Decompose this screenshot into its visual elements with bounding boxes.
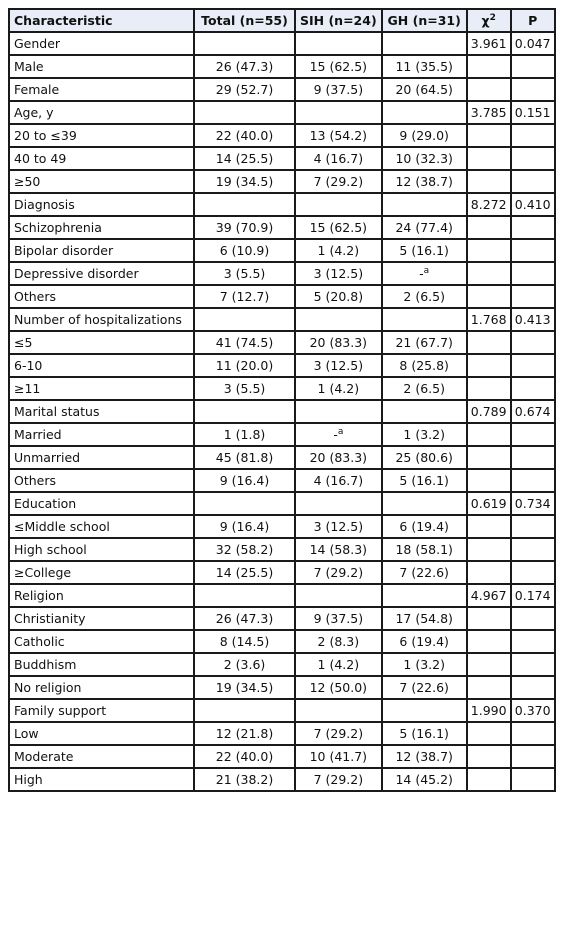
cell-total: 7 (12.7) xyxy=(194,285,295,308)
cell-chi-square: 8.272 xyxy=(467,193,511,216)
cell-total: 14 (25.5) xyxy=(194,561,295,584)
cell-total: 32 (58.2) xyxy=(194,538,295,561)
cell-sih: 3 (12.5) xyxy=(295,515,382,538)
table-row xyxy=(9,745,555,768)
cell-sih: 3 (12.5) xyxy=(295,354,382,377)
cell-chi-square: 0.619 xyxy=(467,492,511,515)
cell-characteristic: Education xyxy=(9,492,194,515)
header-characteristic: Characteristic xyxy=(9,9,194,32)
cell-sih: 5 (20.8) xyxy=(295,285,382,308)
cell-sih xyxy=(295,400,382,423)
cell-chi-square: 1.768 xyxy=(467,308,511,331)
cell-chi-square xyxy=(467,285,511,308)
table-row xyxy=(9,446,555,469)
cell-p-value xyxy=(511,78,555,101)
table-row xyxy=(9,78,555,101)
cell-gh: 5 (16.1) xyxy=(382,722,467,745)
cell-gh: 20 (64.5) xyxy=(382,78,467,101)
cell-total xyxy=(194,101,295,124)
cell-characteristic: Diagnosis xyxy=(9,193,194,216)
cell-gh: 5 (16.1) xyxy=(382,469,467,492)
cell-chi-square xyxy=(467,607,511,630)
cell-p-value xyxy=(511,446,555,469)
cell-total: 9 (16.4) xyxy=(194,515,295,538)
table-row xyxy=(9,607,555,630)
cell-total: 41 (74.5) xyxy=(194,331,295,354)
cell-gh: 2 (6.5) xyxy=(382,377,467,400)
cell-characteristic: Married xyxy=(9,423,194,446)
cell-total xyxy=(194,584,295,607)
table-row xyxy=(9,423,555,446)
cell-gh: 24 (77.4) xyxy=(382,216,467,239)
table-body xyxy=(9,32,555,791)
cell-sih: 7 (29.2) xyxy=(295,722,382,745)
cell-sih: 20 (83.3) xyxy=(295,446,382,469)
cell-chi-square xyxy=(467,561,511,584)
cell-sih xyxy=(295,193,382,216)
cell-p-value xyxy=(511,515,555,538)
cell-total: 3 (5.5) xyxy=(194,262,295,285)
cell-total: 22 (40.0) xyxy=(194,745,295,768)
cell-sih: 13 (54.2) xyxy=(295,124,382,147)
cell-characteristic: Family support xyxy=(9,699,194,722)
header-chi-square xyxy=(467,9,511,32)
cell-characteristic: ≥50 xyxy=(9,170,194,193)
cell-gh: 8 (25.8) xyxy=(382,354,467,377)
cell-p-value: 0.370 xyxy=(511,699,555,722)
cell-chi-square: 0.789 xyxy=(467,400,511,423)
cell-chi-square xyxy=(467,745,511,768)
cell-characteristic: Female xyxy=(9,78,194,101)
cell-characteristic: Buddhism xyxy=(9,653,194,676)
cell-characteristic: Gender xyxy=(9,32,194,55)
cell-chi-square xyxy=(467,55,511,78)
cell-total: 21 (38.2) xyxy=(194,768,295,791)
cell-total: 1 (1.8) xyxy=(194,423,295,446)
cell-p-value xyxy=(511,630,555,653)
table-row xyxy=(9,147,555,170)
table-row xyxy=(9,653,555,676)
cell-characteristic: Marital status xyxy=(9,400,194,423)
footnote-marker: a xyxy=(423,265,430,276)
cell-p-value xyxy=(511,124,555,147)
table-row xyxy=(9,193,555,216)
table-row xyxy=(9,216,555,239)
cell-characteristic: No religion xyxy=(9,676,194,699)
cell-gh: 21 (67.7) xyxy=(382,331,467,354)
cell-total: 9 (16.4) xyxy=(194,469,295,492)
cell-characteristic: Others xyxy=(9,285,194,308)
cell-sih: 4 (16.7) xyxy=(295,147,382,170)
cell-p-value xyxy=(511,285,555,308)
cell-p-value: 0.413 xyxy=(511,308,555,331)
cell-characteristic: High xyxy=(9,768,194,791)
cell-p-value xyxy=(511,561,555,584)
cell-chi-square xyxy=(467,331,511,354)
cell-p-value xyxy=(511,239,555,262)
cell-sih: 1 (4.2) xyxy=(295,377,382,400)
cell-sih xyxy=(295,699,382,722)
table-row xyxy=(9,124,555,147)
cell-sih: 12 (50.0) xyxy=(295,676,382,699)
cell-characteristic: ≤Middle school xyxy=(9,515,194,538)
table-row xyxy=(9,400,555,423)
cell-chi-square: 3.785 xyxy=(467,101,511,124)
cell-p-value xyxy=(511,676,555,699)
table-row xyxy=(9,170,555,193)
cell-characteristic: Age, y xyxy=(9,101,194,124)
table-row xyxy=(9,722,555,745)
cell-chi-square xyxy=(467,630,511,653)
cell-chi-square xyxy=(467,78,511,101)
cell-gh: 11 (35.5) xyxy=(382,55,467,78)
header-sih: SIH (n=24) xyxy=(295,9,382,32)
cell-characteristic: Schizophrenia xyxy=(9,216,194,239)
cell-characteristic: 40 to 49 xyxy=(9,147,194,170)
cell-total: 26 (47.3) xyxy=(194,55,295,78)
chi-symbol: χ xyxy=(481,13,490,28)
cell-sih: 1 (4.2) xyxy=(295,653,382,676)
cell-chi-square xyxy=(467,768,511,791)
cell-characteristic: Male xyxy=(9,55,194,78)
cell-total: 11 (20.0) xyxy=(194,354,295,377)
cell-sih: 15 (62.5) xyxy=(295,216,382,239)
cell-total: 45 (81.8) xyxy=(194,446,295,469)
cell-total: 39 (70.9) xyxy=(194,216,295,239)
cell-p-value xyxy=(511,262,555,285)
cell-sih: 10 (41.7) xyxy=(295,745,382,768)
cell-p-value xyxy=(511,331,555,354)
cell-total: 19 (34.5) xyxy=(194,676,295,699)
cell-chi-square xyxy=(467,446,511,469)
cell-p-value xyxy=(511,653,555,676)
cell-sih: 15 (62.5) xyxy=(295,55,382,78)
cell-chi-square: 3.961 xyxy=(467,32,511,55)
cell-gh: 12 (38.7) xyxy=(382,745,467,768)
cell-sih: 20 (83.3) xyxy=(295,331,382,354)
cell-gh xyxy=(382,699,467,722)
cell-gh xyxy=(382,101,467,124)
cell-chi-square: 1.990 xyxy=(467,699,511,722)
cell-gh: 7 (22.6) xyxy=(382,561,467,584)
cell-sih: 2 (8.3) xyxy=(295,630,382,653)
cell-gh xyxy=(382,584,467,607)
cell-total: 12 (21.8) xyxy=(194,722,295,745)
table-row xyxy=(9,285,555,308)
cell-gh: 25 (80.6) xyxy=(382,446,467,469)
table-row xyxy=(9,354,555,377)
cell-characteristic: 20 to ≤39 xyxy=(9,124,194,147)
cell-chi-square xyxy=(467,538,511,561)
table-row xyxy=(9,32,555,55)
cell-chi-square xyxy=(467,262,511,285)
cell-sih: 14 (58.3) xyxy=(295,538,382,561)
cell-gh: 9 (29.0) xyxy=(382,124,467,147)
cell-chi-square xyxy=(467,216,511,239)
cell-characteristic: 6-10 xyxy=(9,354,194,377)
table-row xyxy=(9,239,555,262)
cell-p-value: 0.047 xyxy=(511,32,555,55)
cell-gh: 6 (19.4) xyxy=(382,630,467,653)
cell-characteristic: High school xyxy=(9,538,194,561)
cell-p-value xyxy=(511,538,555,561)
cell-p-value xyxy=(511,170,555,193)
header-row xyxy=(9,9,555,32)
table-row xyxy=(9,308,555,331)
table-row xyxy=(9,630,555,653)
table-row xyxy=(9,377,555,400)
cell-sih xyxy=(295,492,382,515)
table-row xyxy=(9,538,555,561)
footnote-marker: a xyxy=(337,426,344,437)
table-row xyxy=(9,492,555,515)
cell-gh: 14 (45.2) xyxy=(382,768,467,791)
cell-total xyxy=(194,400,295,423)
cell-gh: 5 (16.1) xyxy=(382,239,467,262)
cell-characteristic: ≥College xyxy=(9,561,194,584)
cell-total: 8 (14.5) xyxy=(194,630,295,653)
table-row xyxy=(9,584,555,607)
missing-value-marker: - xyxy=(419,266,424,281)
table-row xyxy=(9,469,555,492)
cell-total: 6 (10.9) xyxy=(194,239,295,262)
cell-sih: 7 (29.2) xyxy=(295,561,382,584)
cell-total: 19 (34.5) xyxy=(194,170,295,193)
cell-gh xyxy=(382,32,467,55)
cell-total: 26 (47.3) xyxy=(194,607,295,630)
cell-total: 22 (40.0) xyxy=(194,124,295,147)
cell-sih xyxy=(295,101,382,124)
cell-p-value xyxy=(511,423,555,446)
cell-total xyxy=(194,699,295,722)
header-gh: GH (n=31) xyxy=(382,9,467,32)
table-row xyxy=(9,561,555,584)
cell-total: 3 (5.5) xyxy=(194,377,295,400)
cell-total xyxy=(194,308,295,331)
cell-p-value xyxy=(511,745,555,768)
cell-gh xyxy=(382,262,467,285)
cell-total xyxy=(194,32,295,55)
table-row xyxy=(9,262,555,285)
cell-p-value xyxy=(511,469,555,492)
cell-characteristic: Low xyxy=(9,722,194,745)
cell-sih: 1 (4.2) xyxy=(295,239,382,262)
cell-p-value xyxy=(511,768,555,791)
cell-characteristic: Catholic xyxy=(9,630,194,653)
cell-gh: 18 (58.1) xyxy=(382,538,467,561)
cell-characteristic: Bipolar disorder xyxy=(9,239,194,262)
cell-sih: 9 (37.5) xyxy=(295,607,382,630)
cell-characteristic: Unmarried xyxy=(9,446,194,469)
cell-p-value xyxy=(511,607,555,630)
cell-gh xyxy=(382,492,467,515)
header-total: Total (n=55) xyxy=(194,9,295,32)
cell-gh: 1 (3.2) xyxy=(382,653,467,676)
cell-characteristic: ≤5 xyxy=(9,331,194,354)
cell-gh: 12 (38.7) xyxy=(382,170,467,193)
cell-gh: 7 (22.6) xyxy=(382,676,467,699)
cell-gh: 2 (6.5) xyxy=(382,285,467,308)
cell-total: 29 (52.7) xyxy=(194,78,295,101)
cell-chi-square xyxy=(467,239,511,262)
cell-chi-square xyxy=(467,124,511,147)
cell-p-value: 0.734 xyxy=(511,492,555,515)
cell-p-value xyxy=(511,354,555,377)
cell-gh: 17 (54.8) xyxy=(382,607,467,630)
characteristics-table xyxy=(8,8,556,792)
cell-chi-square xyxy=(467,653,511,676)
cell-gh xyxy=(382,308,467,331)
table-row xyxy=(9,55,555,78)
cell-gh: 10 (32.3) xyxy=(382,147,467,170)
cell-p-value xyxy=(511,216,555,239)
table-row xyxy=(9,768,555,791)
cell-sih: 4 (16.7) xyxy=(295,469,382,492)
cell-characteristic: Others xyxy=(9,469,194,492)
table-row xyxy=(9,676,555,699)
cell-total: 2 (3.6) xyxy=(194,653,295,676)
cell-total: 14 (25.5) xyxy=(194,147,295,170)
cell-gh: 6 (19.4) xyxy=(382,515,467,538)
cell-p-value: 0.151 xyxy=(511,101,555,124)
cell-characteristic: Religion xyxy=(9,584,194,607)
table-row xyxy=(9,331,555,354)
cell-p-value: 0.674 xyxy=(511,400,555,423)
table-row xyxy=(9,515,555,538)
cell-sih: 7 (29.2) xyxy=(295,170,382,193)
cell-total xyxy=(194,193,295,216)
cell-characteristic: Depressive disorder xyxy=(9,262,194,285)
cell-gh: 1 (3.2) xyxy=(382,423,467,446)
cell-p-value xyxy=(511,55,555,78)
cell-chi-square xyxy=(467,722,511,745)
cell-chi-square: 4.967 xyxy=(467,584,511,607)
cell-characteristic: ≥11 xyxy=(9,377,194,400)
cell-chi-square xyxy=(467,377,511,400)
cell-chi-square xyxy=(467,170,511,193)
header-p-value: P xyxy=(511,9,555,32)
cell-total xyxy=(194,492,295,515)
cell-chi-square xyxy=(467,147,511,170)
cell-gh xyxy=(382,400,467,423)
chi-superscript: 2 xyxy=(489,12,496,23)
cell-p-value xyxy=(511,722,555,745)
cell-chi-square xyxy=(467,676,511,699)
cell-p-value xyxy=(511,147,555,170)
cell-chi-square xyxy=(467,515,511,538)
cell-chi-square xyxy=(467,469,511,492)
cell-characteristic: Christianity xyxy=(9,607,194,630)
cell-chi-square xyxy=(467,354,511,377)
cell-chi-square xyxy=(467,423,511,446)
cell-characteristic: Moderate xyxy=(9,745,194,768)
cell-p-value xyxy=(511,377,555,400)
cell-sih xyxy=(295,308,382,331)
cell-sih: 7 (29.2) xyxy=(295,768,382,791)
cell-sih: 3 (12.5) xyxy=(295,262,382,285)
cell-gh xyxy=(382,193,467,216)
cell-sih: 9 (37.5) xyxy=(295,78,382,101)
cell-sih xyxy=(295,584,382,607)
cell-p-value: 0.410 xyxy=(511,193,555,216)
cell-p-value: 0.174 xyxy=(511,584,555,607)
cell-characteristic: Number of hospitalizations xyxy=(9,308,194,331)
missing-value-marker: - xyxy=(333,427,338,442)
table-container xyxy=(8,8,556,792)
cell-sih xyxy=(295,32,382,55)
cell-sih xyxy=(295,423,382,446)
table-row xyxy=(9,101,555,124)
table-row xyxy=(9,699,555,722)
